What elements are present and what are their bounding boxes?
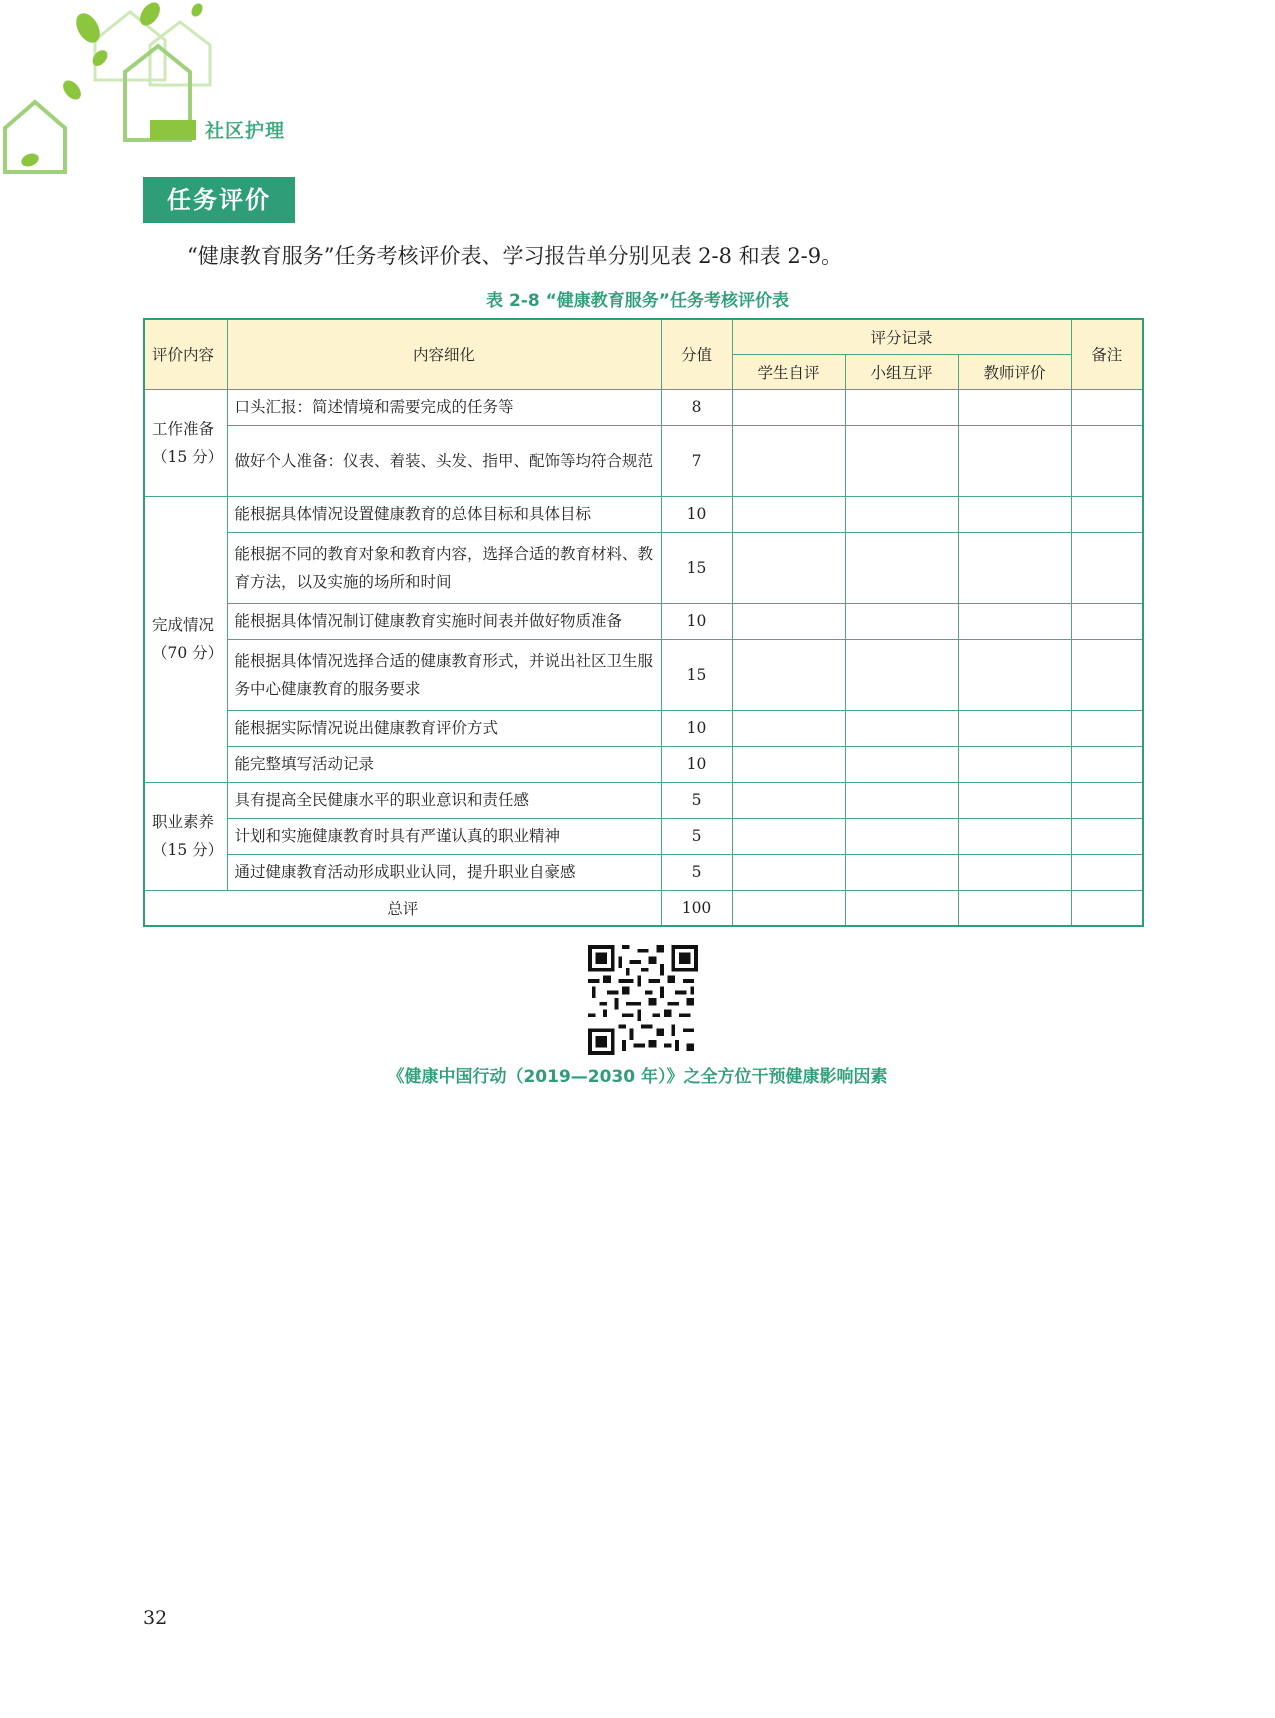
item-score: 10: [661, 746, 732, 782]
teacher-score-cell[interactable]: [958, 710, 1071, 746]
self-score-cell[interactable]: [732, 710, 845, 746]
header-category: 评价内容: [144, 319, 227, 389]
table-row: [144, 639, 1143, 710]
teacher-score-cell[interactable]: [958, 425, 1071, 496]
table-row: [144, 389, 1143, 425]
self-score-cell[interactable]: [732, 746, 845, 782]
self-score-cell[interactable]: [732, 389, 845, 425]
self-score-cell[interactable]: [732, 425, 845, 496]
item-score: 10: [661, 496, 732, 532]
note-cell[interactable]: [1071, 603, 1143, 639]
note-cell[interactable]: [1071, 818, 1143, 854]
item-text: 具有提高全民健康水平的职业意识和责任感: [227, 782, 661, 818]
teacher-score-cell[interactable]: [958, 746, 1071, 782]
category-cell: [144, 496, 227, 782]
teacher-score-cell[interactable]: [958, 389, 1071, 425]
group-score-cell[interactable]: [845, 639, 958, 710]
header-record: 评分记录: [732, 319, 1071, 354]
group-score-cell[interactable]: [845, 782, 958, 818]
table-row: [144, 746, 1143, 782]
teacher-score-cell[interactable]: [958, 639, 1071, 710]
header-self: 学生自评: [732, 354, 845, 389]
group-score-cell[interactable]: [845, 890, 958, 926]
total-label: 总评: [144, 890, 661, 926]
header-teacher: 教师评价: [958, 354, 1071, 389]
group-score-cell[interactable]: [845, 818, 958, 854]
item-text: 通过健康教育活动形成职业认同，提升职业自豪感: [227, 854, 661, 890]
category-name: 工作准备: [152, 419, 215, 438]
table-row: [144, 818, 1143, 854]
item-text: 能根据具体情况设置健康教育的总体目标和具体目标: [227, 496, 661, 532]
note-cell[interactable]: [1071, 746, 1143, 782]
item-score: 5: [661, 782, 732, 818]
header-group: 小组互评: [845, 354, 958, 389]
total-row: [144, 890, 1143, 926]
item-text: 做好个人准备：仪表、着装、头发、指甲、配饰等均符合规范: [227, 425, 661, 496]
item-score: 10: [661, 603, 732, 639]
note-cell[interactable]: [1071, 496, 1143, 532]
total-score: 100: [661, 890, 732, 926]
self-score-cell[interactable]: [732, 532, 845, 603]
self-score-cell[interactable]: [732, 854, 845, 890]
item-score: 15: [661, 532, 732, 603]
table-row: [144, 710, 1143, 746]
group-score-cell[interactable]: [845, 603, 958, 639]
item-text: 能完整填写活动记录: [227, 746, 661, 782]
item-text: 能根据具体情况制订健康教育实施时间表并做好物质准备: [227, 603, 661, 639]
table-caption: 表 2-8 “健康教育服务”任务考核评价表: [486, 291, 789, 311]
item-score: 5: [661, 818, 732, 854]
self-score-cell[interactable]: [732, 603, 845, 639]
table-row: [144, 854, 1143, 890]
category-name: 职业素养: [152, 813, 215, 831]
item-score: 8: [661, 389, 732, 425]
self-score-cell[interactable]: [732, 782, 845, 818]
item-score: 10: [661, 710, 732, 746]
category-points: （70 分）: [152, 644, 224, 662]
group-score-cell[interactable]: [845, 496, 958, 532]
note-cell[interactable]: [1071, 710, 1143, 746]
item-score: 5: [661, 854, 732, 890]
group-score-cell[interactable]: [845, 389, 958, 425]
teacher-score-cell[interactable]: [958, 890, 1071, 926]
category-cell: [144, 389, 227, 496]
group-score-cell[interactable]: [845, 532, 958, 603]
table-row: [144, 603, 1143, 639]
teacher-score-cell[interactable]: [958, 532, 1071, 603]
note-cell[interactable]: [1071, 532, 1143, 603]
evaluation-table: [143, 318, 1144, 927]
section-badge: 任务评价: [143, 177, 295, 223]
note-cell[interactable]: [1071, 782, 1143, 818]
header-score: 分值: [661, 319, 732, 389]
group-score-cell[interactable]: [845, 854, 958, 890]
category-points: （15 分）: [152, 447, 224, 466]
category-points: （15 分）: [152, 841, 224, 859]
page-number: 32: [143, 1607, 168, 1629]
table-row: [144, 496, 1143, 532]
qr-code-icon[interactable]: [588, 945, 698, 1055]
group-score-cell[interactable]: [845, 746, 958, 782]
table-row: [144, 782, 1143, 818]
chapter-title: 社区护理: [205, 120, 286, 142]
self-score-cell[interactable]: [732, 639, 845, 710]
group-score-cell[interactable]: [845, 425, 958, 496]
self-score-cell[interactable]: [732, 890, 845, 926]
intro-text: “健康教育服务”任务考核评价表、学习报告单分别见表 2-8 和表 2-9。: [187, 244, 843, 268]
item-text: 能根据具体情况选择合适的健康教育形式，并说出社区卫生服务中心健康教育的服务要求: [227, 639, 661, 710]
item-text: 能根据实际情况说出健康教育评价方式: [227, 710, 661, 746]
teacher-score-cell[interactable]: [958, 854, 1071, 890]
house-leaf-icon: [0, 0, 215, 180]
header-note: 备注: [1071, 319, 1143, 389]
chapter-marker: [150, 120, 196, 140]
self-score-cell[interactable]: [732, 818, 845, 854]
note-cell[interactable]: [1071, 890, 1143, 926]
item-text: 口头汇报：简述情境和需要完成的任务等: [227, 389, 661, 425]
qr-caption-link[interactable]: 《健康中国行动（2019—2030 年）》之全方位干预健康影响因素: [387, 1067, 888, 1087]
group-score-cell[interactable]: [845, 710, 958, 746]
self-score-cell[interactable]: [732, 496, 845, 532]
teacher-score-cell[interactable]: [958, 782, 1071, 818]
table-row: [144, 532, 1143, 603]
note-cell[interactable]: [1071, 389, 1143, 425]
item-score: 15: [661, 639, 732, 710]
category-name: 完成情况: [152, 616, 215, 634]
note-cell[interactable]: [1071, 639, 1143, 710]
teacher-score-cell[interactable]: [958, 818, 1071, 854]
teacher-score-cell[interactable]: [958, 603, 1071, 639]
item-text: 能根据不同的教育对象和教育内容，选择合适的教育材料、教育方法，以及实施的场所和时间: [227, 532, 661, 603]
teacher-score-cell[interactable]: [958, 496, 1071, 532]
category-cell: [144, 782, 227, 890]
header-detail: 内容细化: [227, 319, 661, 389]
item-score: 7: [661, 425, 732, 496]
item-text: 计划和实施健康教育时具有严谨认真的职业精神: [227, 818, 661, 854]
note-cell[interactable]: [1071, 425, 1143, 496]
table-row: [144, 425, 1143, 496]
note-cell[interactable]: [1071, 854, 1143, 890]
